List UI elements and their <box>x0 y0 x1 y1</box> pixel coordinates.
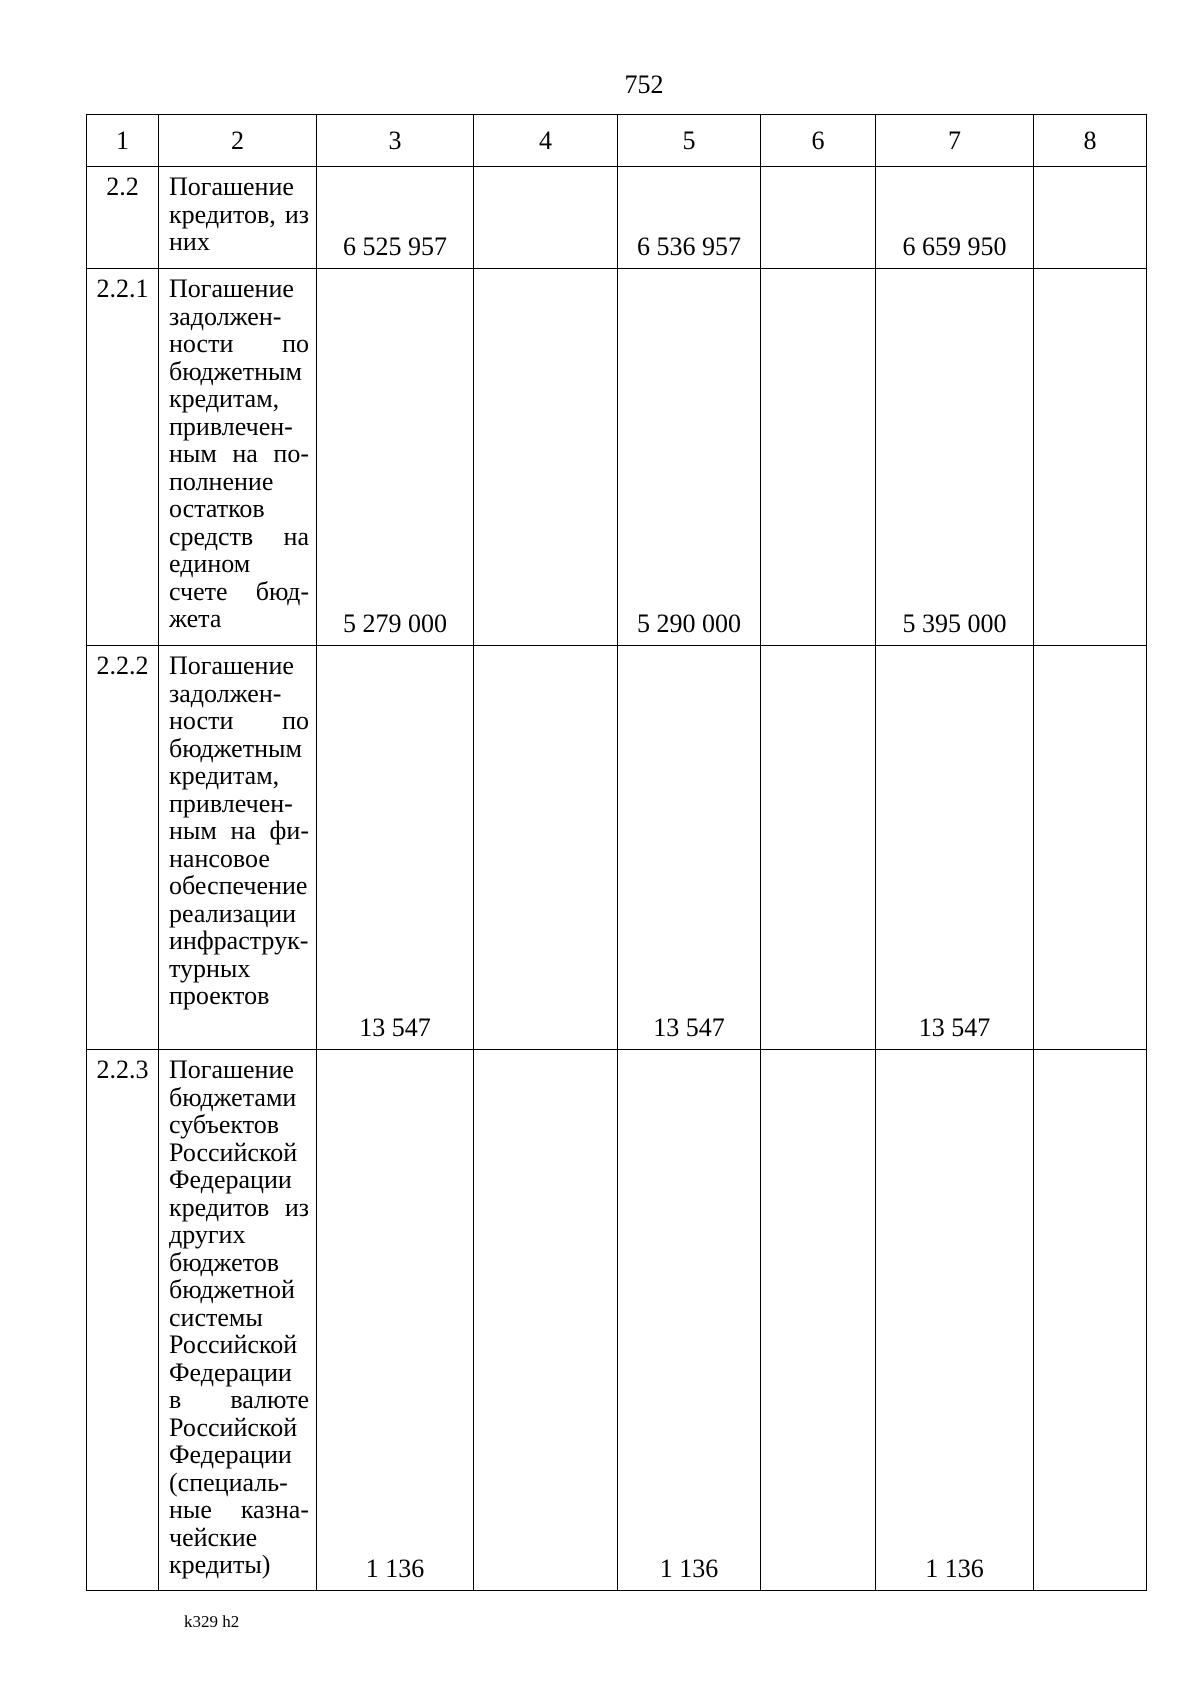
row-code: 2.2.2 <box>87 646 159 1050</box>
column-number-7: 7 <box>876 115 1034 167</box>
table-row <box>87 167 1147 269</box>
row-name: Погашение кредитов, из них <box>159 167 317 269</box>
row-value-col8 <box>1034 1050 1147 1591</box>
row-value-col4 <box>474 1050 618 1591</box>
row-code: 2.2.1 <box>87 269 159 646</box>
row-value-col5: 13 547 <box>618 646 761 1050</box>
row-value-col5: 1 136 <box>618 1050 761 1591</box>
column-number-8: 8 <box>1034 115 1147 167</box>
column-number-3: 3 <box>317 115 474 167</box>
footer-document-code: k329 h2 <box>184 1612 240 1631</box>
table-row <box>87 1050 1147 1591</box>
column-number-5: 5 <box>618 115 761 167</box>
row-value-col5: 6 536 957 <box>618 167 761 269</box>
row-value-col4 <box>474 646 618 1050</box>
column-number-4: 4 <box>474 115 618 167</box>
row-value-col7: 6 659 950 <box>876 167 1034 269</box>
row-value-col6 <box>761 167 876 269</box>
row-value-col6 <box>761 1050 876 1591</box>
row-value-col7: 13 547 <box>876 646 1034 1050</box>
row-name: Погашение бюджетами субъектов Российской Федерации кредитов из других бюджетов бюджетной системы Российской Федерации в валюте Российской Федерации (специальные казначейские кредиты) <box>159 1050 317 1591</box>
page-number: 752 <box>624 70 664 99</box>
row-value-col8 <box>1034 167 1147 269</box>
row-value-col5: 5 290 000 <box>618 269 761 646</box>
row-value-col8 <box>1034 646 1147 1050</box>
row-value-col6 <box>761 646 876 1050</box>
column-number-row <box>87 115 1147 167</box>
row-code: 2.2 <box>87 167 159 269</box>
row-value-col4 <box>474 167 618 269</box>
row-value-col4 <box>474 269 618 646</box>
row-value-col7: 5 395 000 <box>876 269 1034 646</box>
row-name: Погашение задолженности по бюджетным кредитам, привлеченным на пополнение остатков средств на едином счете бюджета <box>159 269 317 646</box>
table-row <box>87 269 1147 646</box>
row-name: Погашение задолженности по бюджетным кредитам, привлеченным на финансовое обеспечение реализации инфраструктурных проектов <box>159 646 317 1050</box>
row-value-col3: 6 525 957 <box>317 167 474 269</box>
row-code: 2.2.3 <box>87 1050 159 1591</box>
row-value-col7: 1 136 <box>876 1050 1034 1591</box>
column-number-6: 6 <box>761 115 876 167</box>
row-value-col3: 13 547 <box>317 646 474 1050</box>
column-number-2: 2 <box>159 115 317 167</box>
row-value-col8 <box>1034 269 1147 646</box>
table-row <box>87 646 1147 1050</box>
row-value-col3: 5 279 000 <box>317 269 474 646</box>
row-value-col3: 1 136 <box>317 1050 474 1591</box>
column-number-1: 1 <box>87 115 159 167</box>
row-value-col6 <box>761 269 876 646</box>
budget-table <box>86 114 1147 1591</box>
